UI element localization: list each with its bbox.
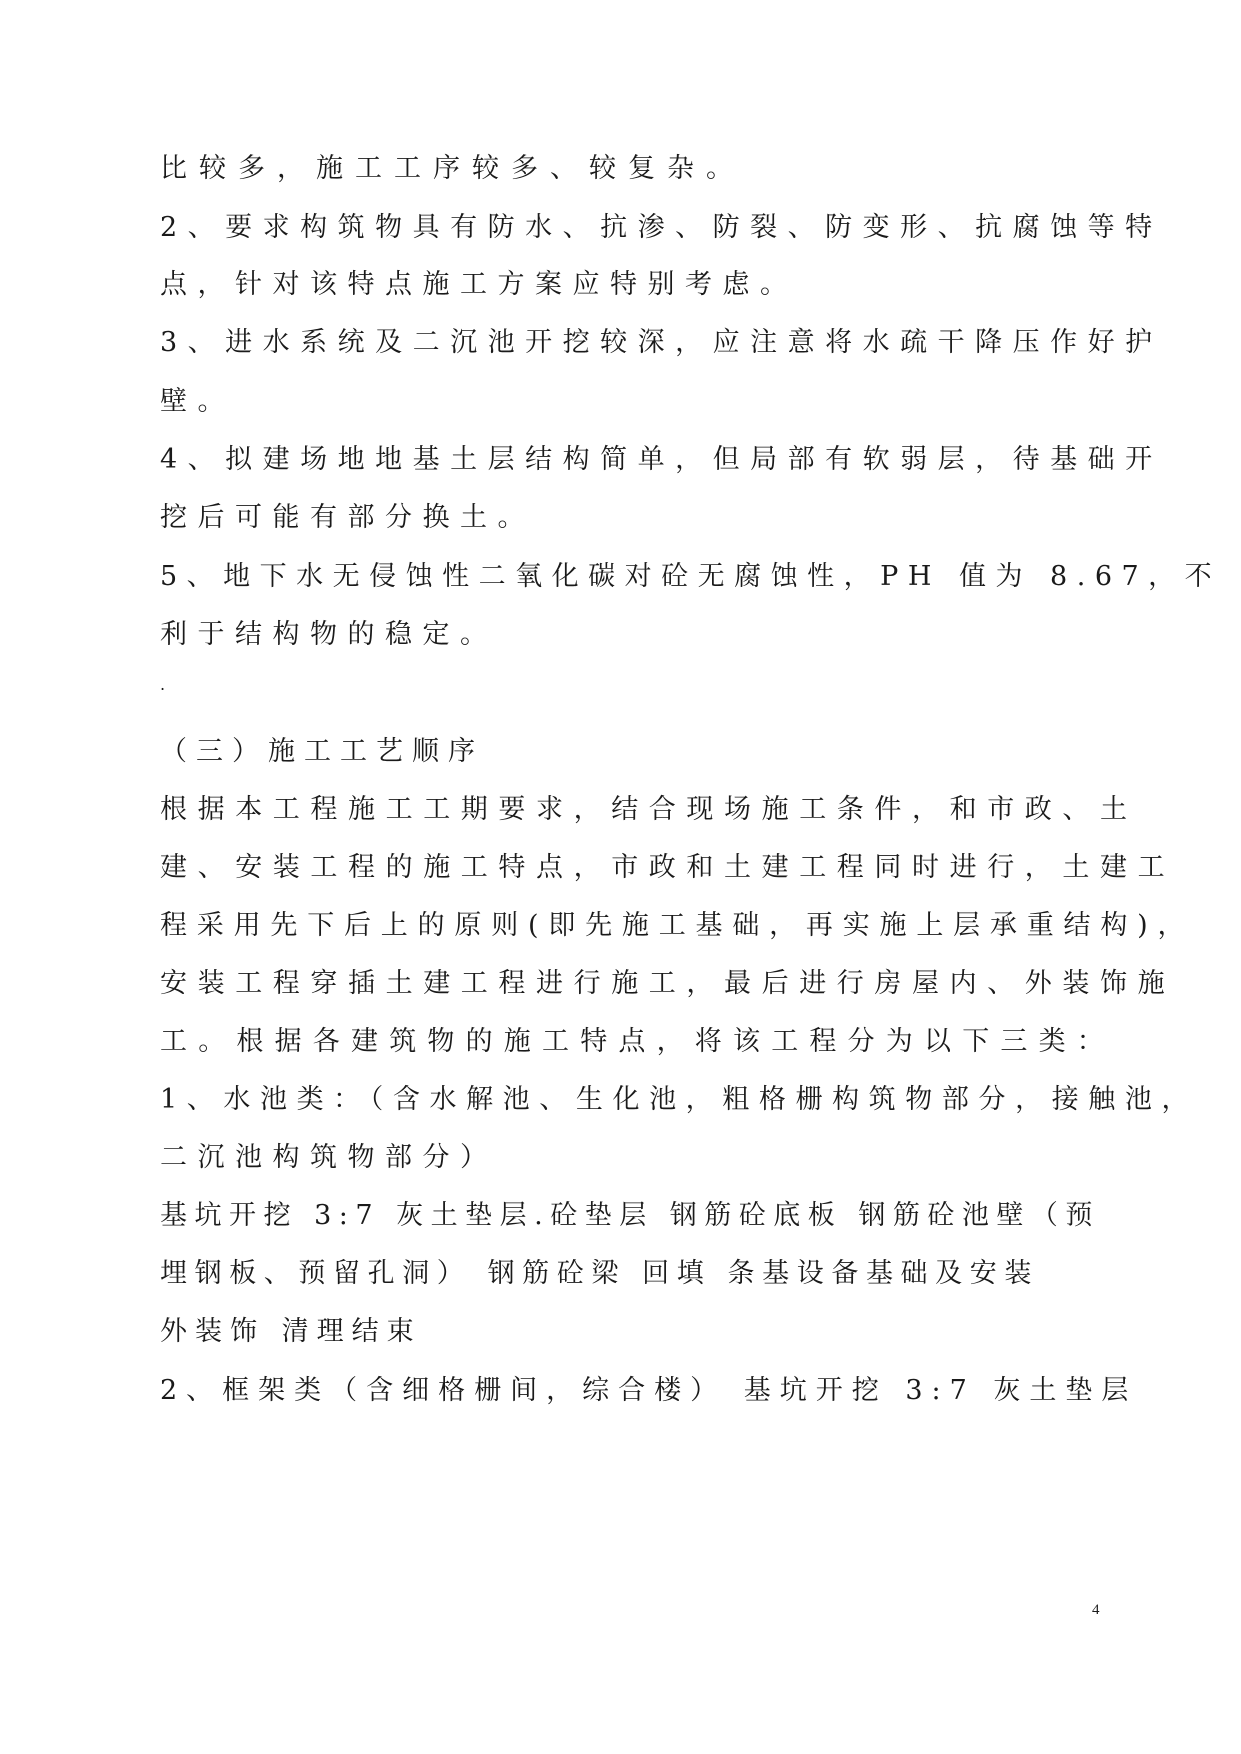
- text-line: 根据本工程施工工期要求，结合现场施工条件，和市政、土: [160, 794, 1138, 825]
- text-line: 壁。: [160, 386, 235, 417]
- text-line: 5、地下水无侵蚀性二氧化碳对砼无腐蚀性，PH 值为 8.67，不: [160, 561, 1222, 592]
- text-line: 比较多，施工工序较多、较复杂。: [160, 153, 745, 184]
- section-heading: （三）施工工艺顺序: [160, 736, 484, 767]
- text-line: 外装饰 清理结束: [160, 1316, 422, 1347]
- text-line: 程采用先下后上的原则(即先施工基础，再实施上层承重结构)，: [160, 910, 1195, 941]
- text-line: .: [160, 675, 166, 694]
- text-line: 1、水池类：（含水解池、生化池，粗格栅构筑物部分，接触池，: [160, 1084, 1199, 1115]
- text-line: 2、要求构筑物具有防水、抗渗、防裂、防变形、抗腐蚀等特: [160, 212, 1163, 243]
- text-line: 3、进水系统及二沉池开挖较深，应注意将水疏干降压作好护: [160, 327, 1163, 358]
- text-line: 2、框架类（含细格栅间，综合楼） 基坑开挖 3:7 灰土垫层: [160, 1375, 1138, 1406]
- text-line: 点，针对该特点施工方案应特别考虑。: [160, 269, 798, 300]
- text-line: 利于结构物的稳定。: [160, 619, 498, 650]
- page-number: 4: [1092, 1602, 1100, 1618]
- text-line: 二沉池构筑物部分）: [160, 1142, 498, 1173]
- text-line: 安装工程穿插土建工程进行施工，最后进行房屋内、外装饰施: [160, 968, 1176, 999]
- text-line: 挖后可能有部分换土。: [160, 502, 535, 533]
- text-line: 4、拟建场地地基土层结构简单，但局部有软弱层，待基础开: [160, 444, 1163, 475]
- text-line: 埋钢板、预留孔洞） 钢筋砼梁 回填 条基设备基础及安装: [160, 1258, 1039, 1289]
- text-line: 工。根据各建筑物的施工特点，将该工程分为以下三类：: [160, 1026, 1115, 1057]
- text-line: 基坑开挖 3:7 灰土垫层.砼垫层 钢筋砼底板 钢筋砼池壁（预: [160, 1200, 1100, 1231]
- text-line: 建、安装工程的施工特点，市政和土建工程同时进行，土建工: [160, 852, 1176, 883]
